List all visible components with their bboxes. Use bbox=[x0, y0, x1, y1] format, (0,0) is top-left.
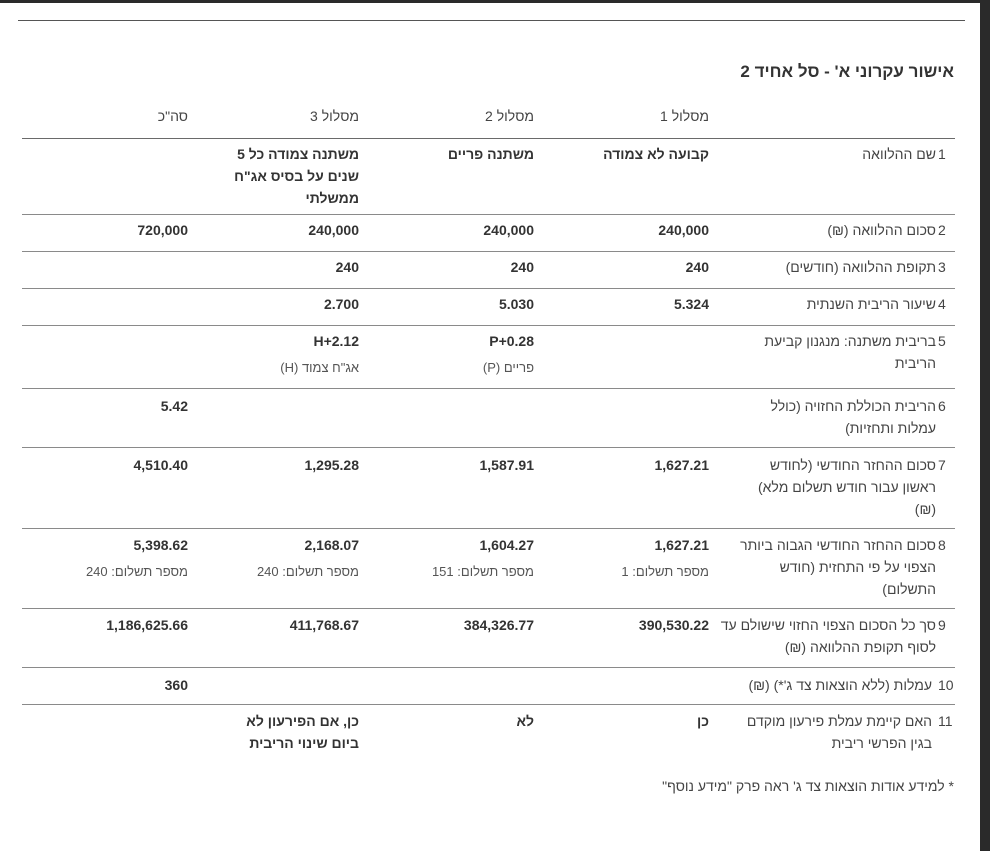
cell-track2: P+0.28 bbox=[489, 333, 534, 349]
cell-track1: 1,627.21 bbox=[654, 537, 709, 553]
row-number: 5 bbox=[938, 333, 946, 349]
cell-track1-sub: מספר תשלום: 1 bbox=[621, 564, 709, 579]
row-divider bbox=[22, 288, 955, 289]
cell-track3-sub: אג"ח צמוד (H) bbox=[280, 360, 359, 375]
cell-track3-sub: מספר תשלום: 240 bbox=[256, 564, 359, 579]
cell-track2: 240,000 bbox=[483, 222, 534, 238]
cell-track1: כן bbox=[697, 713, 709, 729]
header-track1: מסלול 1 bbox=[660, 108, 709, 124]
cell-track3: 411,768.67 bbox=[289, 617, 359, 633]
row-label: סכום ההחזר החודשי הגבוה ביותר הצפוי על פי התחזית (חודש התשלום) bbox=[740, 537, 936, 597]
cell-total: 4,510.40 bbox=[133, 457, 188, 473]
row-number: 6 bbox=[938, 398, 946, 414]
row-divider bbox=[22, 251, 955, 252]
cell-track3: H+2.12 bbox=[313, 333, 359, 349]
cell-track1: 1,627.21 bbox=[654, 457, 709, 473]
header-track2: מסלול 2 bbox=[485, 108, 534, 124]
cell-track2: 5.030 bbox=[498, 296, 534, 312]
cell-track1: 240,000 bbox=[658, 222, 709, 238]
cell-track2-sub: מספר תשלום: 151 bbox=[431, 564, 534, 579]
cell-track2: 384,326.77 bbox=[463, 617, 534, 633]
row-divider bbox=[22, 447, 955, 448]
cell-track3: משתנה צמודה כל 5 שנים על בסיס אג"ח ממשלתי bbox=[234, 146, 359, 206]
row-number: 4 bbox=[938, 296, 946, 312]
cell-track1: 240 bbox=[685, 259, 709, 275]
row-divider bbox=[22, 704, 955, 705]
row-label: הריבית הכוללת החזויה (כולל עמלות ותחזיות) bbox=[770, 398, 936, 436]
row-number: 1 bbox=[938, 146, 946, 162]
cell-track3: 240,000 bbox=[308, 222, 359, 238]
cell-track3: 2.700 bbox=[323, 296, 359, 312]
row-number: 7 bbox=[938, 457, 946, 473]
row-number: 9 bbox=[938, 617, 946, 633]
row-label: שיעור הריבית השנתית bbox=[806, 296, 936, 312]
cell-total: 5,398.62 bbox=[133, 537, 188, 553]
cell-track2: לא bbox=[516, 713, 534, 729]
row-label: שם ההלוואה bbox=[862, 146, 936, 162]
row-number: 10 bbox=[938, 677, 954, 693]
row-label: סכום ההחזר החודשי (לחודש ראשון עבור חודש תשלום מלא) (₪) bbox=[757, 457, 936, 517]
cell-track2-sub: פריים (P) bbox=[482, 360, 534, 375]
footnote: * למידע אודות הוצאות צד ג' ראה פרק "מידע נוסף" bbox=[662, 778, 954, 794]
row-divider bbox=[22, 528, 955, 529]
cell-track2: 1,587.91 bbox=[479, 457, 534, 473]
cell-track2: 1,604.27 bbox=[479, 537, 534, 553]
row-number: 3 bbox=[938, 259, 946, 275]
window-top-border bbox=[0, 0, 990, 3]
page-title: אישור עקרוני א' - סל אחיד 2 bbox=[740, 62, 954, 81]
cell-total: 1,186,625.66 bbox=[106, 617, 188, 633]
row-label: תקופת ההלוואה (חודשים) bbox=[785, 259, 936, 275]
row-label: סך כל הסכום הצפוי החזוי שישולם עד לסוף תקופת ההלוואה (₪) bbox=[720, 617, 936, 655]
cell-track1: 390,530.22 bbox=[638, 617, 709, 633]
row-label: סכום ההלוואה (₪) bbox=[827, 222, 936, 238]
row-divider bbox=[22, 608, 955, 609]
window-right-border bbox=[980, 0, 990, 851]
cell-track3: 2,168.07 bbox=[304, 537, 359, 553]
cell-track3: 1,295.28 bbox=[304, 457, 359, 473]
row-divider bbox=[22, 214, 955, 215]
row-label: עמלות (ללא הוצאות צד ג'*) (₪) bbox=[748, 677, 932, 693]
cell-track3: 240 bbox=[335, 259, 359, 275]
cell-total: 5.42 bbox=[160, 398, 188, 414]
row-divider bbox=[22, 667, 955, 668]
cell-track3: כן, אם הפירעון לא ביום שינוי הריבית bbox=[246, 713, 359, 751]
row-divider bbox=[22, 325, 955, 326]
cell-track1: קבועה לא צמודה bbox=[603, 146, 709, 162]
cell-total: 360 bbox=[164, 677, 188, 693]
header-divider bbox=[22, 138, 955, 139]
row-number: 8 bbox=[938, 537, 946, 553]
top-divider bbox=[18, 20, 965, 21]
cell-total: 720,000 bbox=[137, 222, 188, 238]
cell-track1: 5.324 bbox=[673, 296, 709, 312]
cell-track2: 240 bbox=[510, 259, 534, 275]
cell-total-sub: מספר תשלום: 240 bbox=[85, 564, 188, 579]
cell-track2: משתנה פריים bbox=[447, 146, 534, 162]
row-divider bbox=[22, 388, 955, 389]
row-number: 2 bbox=[938, 222, 946, 238]
header-track3: מסלול 3 bbox=[310, 108, 359, 124]
row-label: האם קיימת עמלת פירעון מוקדם בגין הפרשי ריבית bbox=[746, 713, 932, 751]
row-number: 11 bbox=[938, 713, 953, 729]
header-total: סה"כ bbox=[157, 108, 188, 124]
row-label: בריבית משתנה: מנגנון קביעת הריבית bbox=[764, 333, 936, 371]
